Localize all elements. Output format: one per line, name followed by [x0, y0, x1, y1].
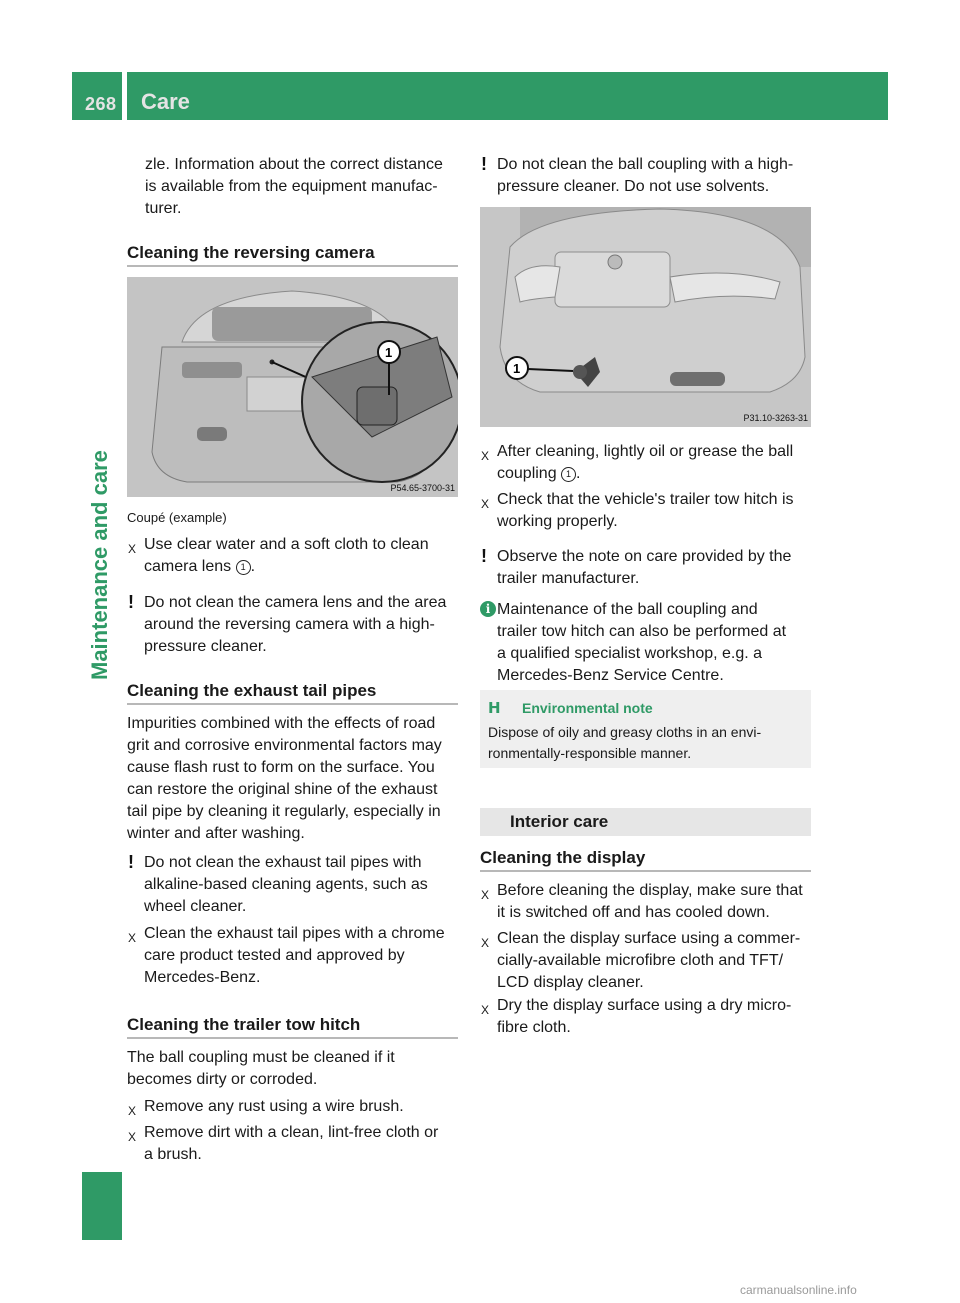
camera-step: X Use clear water and a soft cloth to clean camera lens 1 . [128, 536, 429, 575]
heading-interior-care: Interior care [510, 812, 609, 831]
callout-1-icon: 1 [561, 467, 576, 482]
reversing-camera-image [127, 277, 458, 497]
side-tab-marker [82, 1172, 122, 1240]
heading-exhaust: Cleaning the exhaust tail pipes [127, 681, 377, 700]
warning-icon: ! [481, 546, 487, 566]
env-note-text: Dispose of oily and greasy cloths in an envi- ronmentally-responsible manner. [488, 724, 762, 761]
info-note: i Maintenance of the ball coupling and trailer tow hitch can also be performed at a qualified specialist workshop, e.g. a Mercedes-Benz Service Centre. [480, 599, 820, 687]
exhaust-warning: ! Do not clean the exhaust tail pipes with alkaline-based cleaning agents, such as wheel cleaner. [128, 852, 428, 915]
exhaust-step: X Clean the exhaust tail pipes with a chrome care product tested and approved by Mercedes-Benz. [128, 925, 445, 986]
bullet-icon: X [481, 449, 490, 463]
camera-caption: Coupé (example) [127, 510, 227, 525]
heading-rule [127, 1037, 458, 1039]
hitch-clean-step-1: X After cleaning, lightly oil or grease the ball coupling 1 . [481, 443, 794, 482]
environment-icon: H [488, 699, 501, 717]
page-number-block [72, 72, 122, 120]
warning-icon: ! [128, 852, 134, 872]
side-tab [83, 120, 121, 680]
warning-icon: ! [128, 592, 134, 612]
side-tab-label: Maintenance and care [87, 450, 112, 680]
hitch-illustration [480, 207, 811, 427]
environmental-note-box [480, 690, 811, 768]
exhaust-paragraph: Impurities combined with the effects of road grit and corrosive environmental factors may cause flash rust to form on the surface. You can restore the original shine of the exhaust tail pipe by cleaning it regularly, especially in winter and after washing. [127, 715, 442, 842]
callout-1-icon: 1 [236, 560, 251, 575]
bullet-icon: X [128, 1130, 137, 1144]
display-step-3: X Dry the display surface using a dry micro- fibre cloth. [481, 997, 792, 1036]
camera-warning: ! Do not clean the camera lens and the area around the reversing camera with a high- pressure cleaner. [128, 592, 447, 655]
hitch-callout: 1 [513, 361, 521, 376]
env-note-title: Environmental note [522, 700, 653, 716]
heading-cleaning-display: Cleaning the display [480, 848, 646, 867]
hitch-step-1: X Remove any rust using a wire brush. [127, 1096, 467, 1118]
heading-rule [480, 870, 811, 872]
ball-coupling-warning: ! Do not clean the ball coupling with a high- pressure cleaner. Do not use solvents. [481, 154, 794, 195]
bullet-icon: X [481, 888, 490, 902]
bullet-icon: X [128, 1104, 137, 1118]
hitch-paragraph: The ball coupling must be cleaned if it becomes dirty or corroded. [127, 1049, 395, 1088]
heading-trailer-hitch: Cleaning the trailer tow hitch [127, 1015, 361, 1034]
info-icon: i [480, 601, 496, 617]
hitch-image-code: P31.10-3263-31 [743, 413, 808, 423]
camera-callout: 1 [385, 345, 393, 360]
bullet-icon: X [481, 1003, 490, 1017]
bullet-icon: X [481, 936, 490, 950]
display-step-2: X Clean the display surface using a commer- cially-available microfibre cloth and TFT/ LCD display cleaner. [481, 930, 801, 991]
bullet-icon: X [481, 497, 490, 511]
header-bar [127, 72, 888, 120]
watermark: carmanualsonline.info [740, 1283, 857, 1297]
heading-reversing-camera: Cleaning the reversing camera [127, 243, 375, 262]
heading-rule [127, 703, 458, 705]
page-number: 268 [85, 94, 117, 114]
bullet-icon: X [128, 542, 137, 556]
hitch-clean-step-2: X Check that the vehicle's trailer tow hitch is working properly. [481, 491, 794, 530]
camera-image-code: P54.65-3700-31 [390, 483, 455, 493]
section-title: Care [141, 89, 190, 114]
trailer-hitch-image [480, 207, 811, 427]
bullet-icon: X [128, 931, 137, 945]
heading-rule [127, 265, 458, 267]
warning-icon: ! [481, 154, 487, 174]
manufacturer-warning: ! Observe the note on care provided by the trailer manufacturer. [481, 546, 792, 587]
display-step-1: X Before cleaning the display, make sure that it is switched off and has cooled down. [481, 882, 803, 921]
camera-illustration [127, 277, 458, 497]
hitch-step-2: X Remove dirt with a clean, lint-free cloth or a brush. [128, 1124, 439, 1163]
intro-paragraph: zle. Information about the correct distance is available from the equipment manufac- turer. [145, 156, 443, 217]
interior-care-band [480, 808, 811, 836]
